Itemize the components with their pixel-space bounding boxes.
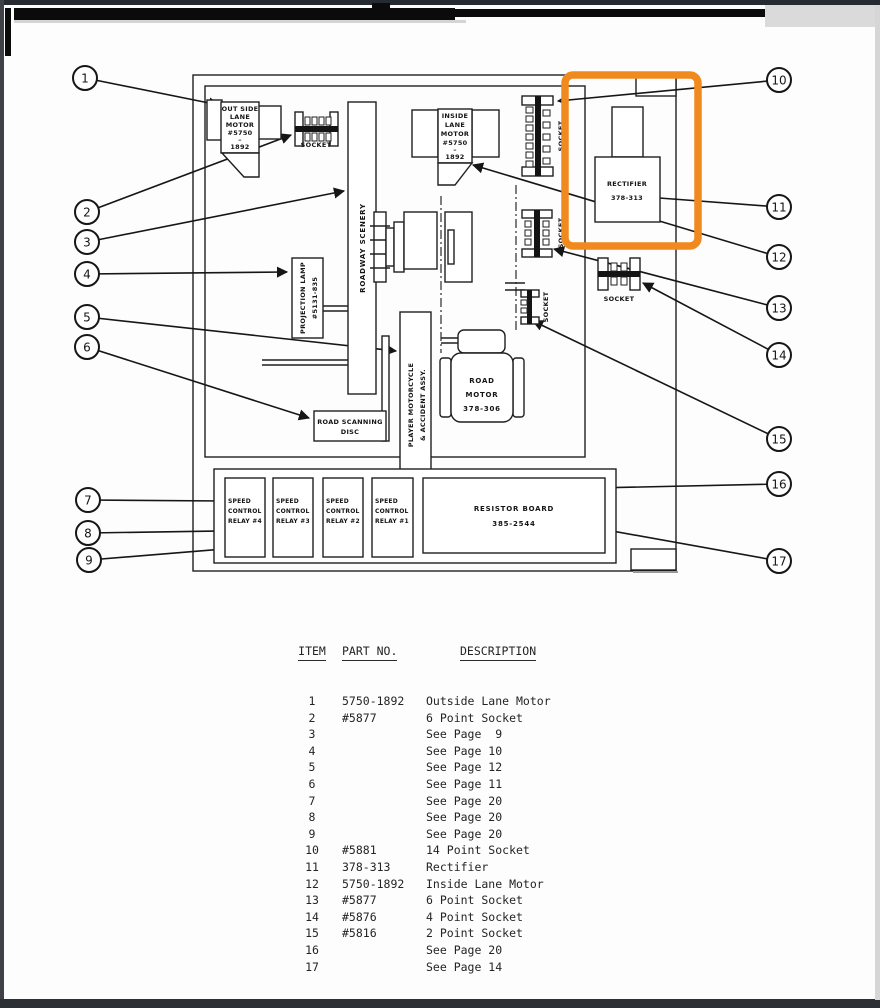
cell-item: 4 (308, 743, 316, 758)
callout-11-arrow (646, 197, 779, 207)
svg-text:#5750: #5750 (442, 139, 468, 147)
svg-text:378-306: 378-306 (463, 405, 501, 413)
header-item: ITEM (298, 644, 326, 661)
outside-motor-label: OUT SIDE (221, 105, 259, 113)
callout-13-number: 13 (771, 301, 787, 316)
projection-lamp-label: PROJECTION LAMP (299, 262, 307, 334)
callout-1-number: 1 (81, 71, 89, 86)
cell-part: #5816 (342, 926, 377, 941)
player-motorcycle-label: PLAYER MOTORCYCLE (407, 362, 415, 448)
table-row (296, 726, 626, 743)
socket-label: SOCKET (300, 141, 332, 149)
table-row (296, 892, 626, 909)
svg-text:SPEED: SPEED (326, 498, 349, 505)
rectifier (595, 107, 660, 222)
cell-part (328, 726, 426, 743)
svg-text:RELAY #3: RELAY #3 (276, 518, 310, 525)
outside-lane-motor (207, 100, 281, 177)
svg-text:& ACCIDENT ASSY.: & ACCIDENT ASSY. (419, 369, 427, 441)
svg-text:385-2544: 385-2544 (492, 520, 536, 528)
cell-desc: See Page 20 (426, 826, 503, 841)
callout-3-arrow (87, 191, 344, 242)
inside-motor-label: INSIDE (441, 112, 469, 120)
cell-part: 5750-1892 (342, 876, 405, 891)
cell-item: 6 (308, 776, 316, 791)
cell-part (328, 959, 426, 976)
callout-11-number: 11 (771, 200, 787, 215)
cell-desc: Inside Lane Motor (426, 876, 544, 891)
callout-5-number: 5 (83, 310, 91, 325)
svg-text:RELAY #2: RELAY #2 (326, 518, 360, 525)
table-row (296, 743, 626, 760)
callout-1-arrow (85, 78, 219, 105)
svg-text:#5131-835: #5131-835 (311, 276, 319, 320)
table-row (296, 809, 626, 826)
callout-6-number: 6 (83, 340, 91, 355)
table-row (296, 759, 626, 776)
cell-part: 5750-1892 (342, 694, 405, 708)
parts-table-header (296, 644, 626, 661)
cell-desc: Outside Lane Motor (426, 694, 551, 708)
svg-text:1892: 1892 (230, 143, 250, 151)
table-row (296, 693, 626, 710)
callout-7-number: 7 (84, 493, 92, 508)
cell-desc: See Page 20 (426, 942, 503, 957)
cell-desc: See Page 20 (426, 810, 503, 825)
cell-desc: See Page 12 (426, 760, 503, 775)
table-row (296, 925, 626, 942)
cell-item: 14 (305, 909, 319, 924)
cell-desc: 6 Point Socket (426, 710, 523, 725)
callout-16-number: 16 (771, 477, 787, 492)
cell-desc: 6 Point Socket (426, 893, 523, 908)
callout-14-number: 14 (771, 348, 787, 363)
cell-item: 16 (305, 942, 319, 957)
cell-part: #5881 (342, 843, 377, 858)
svg-text:CONTROL: CONTROL (228, 508, 262, 515)
callout-6-arrow (87, 347, 309, 418)
svg-text:–: – (453, 146, 457, 154)
cell-desc: 2 Point Socket (426, 926, 523, 941)
svg-text:DISC: DISC (340, 428, 360, 436)
two-point-socket (521, 290, 550, 324)
svg-text:CONTROL: CONTROL (375, 508, 409, 515)
cell-part (328, 743, 426, 760)
rectifier-label: RECTIFIER (606, 180, 648, 188)
callout-12-number: 12 (771, 250, 787, 265)
cell-item: 15 (305, 926, 319, 941)
callout-14-arrow (643, 283, 779, 355)
svg-text:LANE: LANE (229, 113, 251, 121)
cell-part (328, 793, 426, 810)
svg-text:SPEED: SPEED (276, 498, 299, 505)
cell-desc: Rectifier (426, 859, 489, 874)
callout-15-number: 15 (771, 432, 787, 447)
relay-panel (214, 469, 616, 563)
svg-text:LANE: LANE (444, 121, 466, 129)
callout-17-number: 17 (771, 554, 787, 569)
table-row (296, 942, 626, 959)
socket-label: SOCKET (557, 217, 565, 249)
callout-9-number: 9 (85, 553, 93, 568)
six-point-socket-top (295, 112, 338, 149)
cell-item: 2 (308, 710, 316, 725)
cell-desc: See Page 10 (426, 743, 503, 758)
cell-part: 378-313 (342, 859, 391, 874)
callout-4-number: 4 (83, 267, 91, 282)
svg-text:ROADWAY SCENERY: ROADWAY SCENERY (359, 203, 367, 293)
cell-part (328, 942, 426, 959)
svg-text:378-313: 378-313 (611, 194, 643, 202)
cell-desc: 14 Point Socket (426, 843, 530, 858)
svg-text:–: – (238, 136, 242, 144)
svg-text:#5750: #5750 (227, 129, 253, 137)
fourteen-point-socket (522, 96, 565, 176)
road-motor-label: ROAD (469, 377, 495, 385)
callout-7-arrow (88, 500, 224, 501)
header-description: DESCRIPTION (460, 644, 536, 661)
cell-item: 8 (308, 810, 316, 825)
viewer-bottom-bar (0, 999, 880, 1008)
callout-3-number: 3 (83, 235, 91, 250)
table-row (296, 959, 626, 976)
callout-10-number: 10 (771, 73, 787, 88)
road-scanning-disc-label: ROAD SCANNING (317, 418, 383, 426)
cell-desc: 4 Point Socket (426, 909, 523, 924)
svg-text:1892: 1892 (445, 153, 465, 161)
cell-part (328, 826, 426, 843)
cell-item: 11 (305, 859, 319, 874)
cell-desc: See Page 11 (426, 776, 503, 791)
cell-item: 3 (308, 727, 316, 742)
socket-label: SOCKET (603, 295, 635, 303)
four-point-socket (598, 258, 640, 303)
cell-desc: See Page 20 (426, 793, 503, 808)
cell-item: 5 (308, 760, 316, 775)
cell-item: 1 (308, 694, 316, 708)
svg-text:MOTOR: MOTOR (225, 121, 255, 129)
svg-text:MOTOR: MOTOR (465, 391, 499, 399)
callout-15-arrow (533, 321, 779, 439)
table-row (296, 776, 626, 793)
projection-lamp (262, 258, 348, 365)
svg-text:RESISTOR BOARD: RESISTOR BOARD (473, 505, 555, 513)
svg-text:CONTROL: CONTROL (276, 508, 310, 515)
callout-4-arrow (87, 272, 287, 274)
cell-part (328, 776, 426, 793)
cell-part: #5877 (342, 893, 377, 908)
svg-text:RELAY #4: RELAY #4 (228, 518, 262, 525)
road-motor (440, 330, 524, 422)
cell-item: 17 (305, 959, 319, 974)
cell-item: 7 (308, 793, 316, 808)
cell-part (328, 759, 426, 776)
table-row (296, 859, 626, 876)
callout-8-number: 8 (84, 526, 92, 541)
cell-part: #5876 (342, 909, 377, 924)
table-row (296, 909, 626, 926)
cell-item: 10 (305, 843, 319, 858)
svg-text:CONTROL: CONTROL (326, 508, 360, 515)
socket-label: SOCKET (542, 291, 550, 323)
svg-text:RELAY #1: RELAY #1 (375, 518, 409, 525)
inside-lane-motor (412, 109, 499, 185)
socket-label: SOCKET (557, 120, 565, 152)
projector-mechanism (370, 185, 525, 353)
table-row (296, 710, 626, 727)
cell-item: 12 (305, 876, 319, 891)
svg-text:SPEED: SPEED (228, 498, 251, 505)
callout-2-arrow (87, 135, 291, 212)
cell-desc: See Page 9 (426, 727, 503, 742)
roadway-scenery (348, 102, 376, 394)
callout-13-arrow (554, 249, 779, 308)
cell-part (328, 809, 426, 826)
table-row (296, 842, 626, 859)
svg-text:MOTOR: MOTOR (440, 130, 470, 138)
table-row (296, 793, 626, 810)
cell-item: 9 (308, 826, 316, 841)
svg-text:SPEED: SPEED (375, 498, 398, 505)
parts-table (296, 616, 626, 989)
cell-desc: See Page 14 (426, 959, 503, 974)
table-row (296, 826, 626, 843)
header-part-no: PART NO. (342, 644, 397, 661)
cell-part: #5877 (342, 710, 377, 725)
cell-item: 13 (305, 893, 319, 908)
table-row (296, 876, 626, 893)
callout-2-number: 2 (83, 205, 91, 220)
